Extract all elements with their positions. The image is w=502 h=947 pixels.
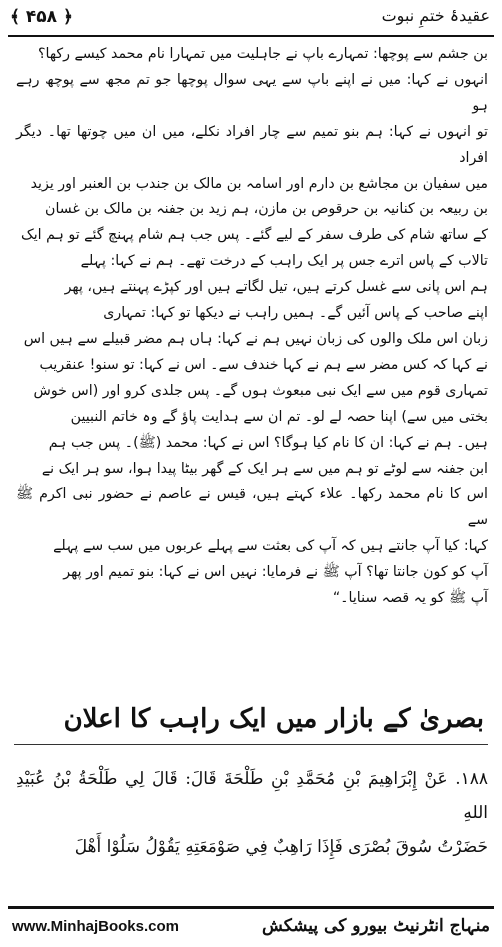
urdu-body-text [16, 42, 488, 612]
body-line: بختی میں سے) اپنا حصہ لے لو۔ تم ان سے ہدایت پاؤ گے وہ خاتم النبیین [70, 408, 488, 425]
body-line: ابن جفنہ سے لوٹے تو ہم میں سے ہر ایک کے گھر بیٹا پیدا ہوا، سو ہر ایک نے [41, 460, 488, 477]
body-line: تمہاری قوم میں سے ایک نبی مبعوث ہوں گے۔ پس جلدی کرو اور (اس خوش [33, 382, 488, 399]
body-line: بن جشم سے پوچھا: تمہارے باپ نے جاہلیت میں تمہارا نام محمد کیسے رکھا؟ [37, 46, 488, 62]
footer-presenter: منہاج انٹرنیٹ بیورو کی پیشکش [262, 916, 490, 936]
hadith-line: حَضَرْتُ سُوقَ بُصْرَى فَإِذَا رَاهِبٌ فِي صَوْمَعَتِهِ يَقُوْلُ سَلُوْا أَهْلَ [74, 837, 488, 857]
body-line: اس کا نام محمد رکھا۔ علاء کہتے ہیں، قیس نے عاصم نے حضور نبی اکرم ﷺ سے [16, 486, 488, 529]
body-line: انہوں نے کہا: میں نے اپنے باپ سے یہی سوال پوچھا جو تم مجھ سے پوچھ رہے ہو [16, 71, 488, 114]
body-line: بن ربیعہ بن کنانیہ بن حرقوص بن مازن، ہم زید بن جفنہ بن مالک بن غسان [45, 201, 488, 218]
footer-divider [8, 906, 494, 909]
body-line: زبان اس ملک والوں کی زبان نہیں ہم نے کہا: ہاں ہم مضر قبیلے سے ہیں اس [23, 330, 488, 347]
section-title: بصریٰ کے بازار میں ایک راہب کا اعلان [63, 704, 484, 734]
header-divider [8, 35, 494, 37]
body-line: تالاب کے پاس اترے جس پر ایک راہب کے درخت تھے۔ ہم نے کہا: پہلے [80, 253, 488, 270]
body-line: اپنے صاحب کے پاس آئیں گے۔ ہمیں راہب نے دیکھا تو کہا: تمہاری [103, 305, 488, 322]
arabic-hadith-text [16, 762, 488, 864]
body-line: آپ ﷺ کو یہ قصہ سنایا۔“ [332, 590, 488, 607]
page-header [8, 0, 494, 34]
body-line: تو انہوں نے کہا: ہم بنو تمیم سے چار افراد نکلے، میں ان میں چوتھا تھا۔ دیگر افراد [16, 123, 488, 166]
body-line: نے کہا کہ کس مضر سے ہم نے کہا خندف سے۔ اس نے کہا: تو سنو! عنقریب [39, 356, 488, 373]
book-title: عقیدۂ ختمِ نبوت [381, 6, 490, 25]
body-line: کے ساتھ شام کی طرف سفر کے لیے گئے۔ پس جب ہم شام پہنچ گئے تو ہم ایک [21, 227, 488, 244]
hadith-line: ١٨٨. عَنْ إِبْرَاهِيمَ بْنِ مُحَمَّدِ بْنِ طَلْحَةَ قَالَ: قَالَ لِي طَلْحَةُ بْنُ عُبَيْدِ اللهِ [16, 769, 488, 823]
body-line: میں سفیان بن مجاشع بن دارم اور اسامہ بن مالک بن جندب بن العنبر اور یزید [30, 175, 488, 192]
section-heading [14, 700, 488, 754]
body-line: آپ کو کون جانتا تھا؟ آپ ﷺ نے فرمایا: نہیں اس نے کہا: بنو تمیم اور پھر [63, 564, 488, 581]
footer-website: www.MinhajBooks.com [12, 918, 179, 935]
body-line: ہیں۔ ہم نے کہا: ان کا نام کیا ہوگا؟ اس نے کہا: محمد (ﷺ)۔ پس جب ہم [48, 434, 488, 451]
page-number: ﴿ ۴۵۸ ﴾ [10, 7, 73, 27]
section-underline [14, 744, 488, 745]
body-line: ہم اس پانی سے غسل کرتے ہیں، تیل لگاتے ہیں اور کپڑے پہنتے ہیں، پھر [64, 279, 488, 296]
body-line: کہا: کیا آپ جانتے ہیں کہ آپ کی بعثت سے پہلے عربوں میں سب سے پہلے [53, 538, 488, 555]
